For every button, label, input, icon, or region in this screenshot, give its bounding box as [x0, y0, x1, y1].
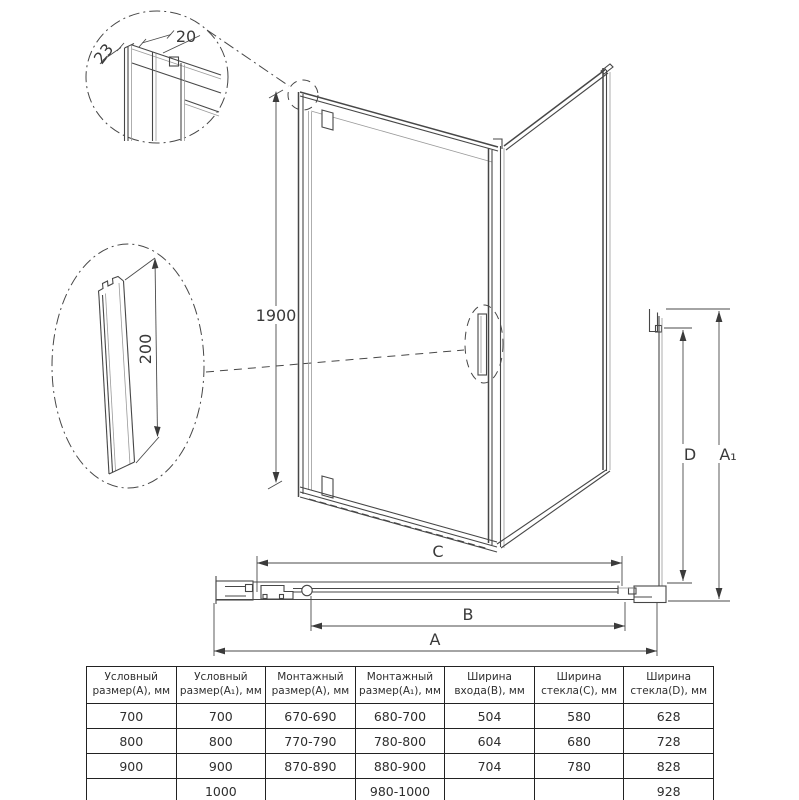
table-row [87, 754, 714, 779]
wall-profile-plan [216, 581, 253, 600]
col-header: Монтажный размер(A), мм [266, 667, 356, 704]
table-row [87, 729, 714, 754]
table-cell: 780 [534, 754, 624, 779]
door-handle [478, 314, 487, 375]
handle-profile-detail [52, 244, 204, 488]
table-cell: 770-790 [266, 729, 356, 754]
dim-a-label: A [429, 630, 441, 649]
corner-profile-detail [86, 11, 228, 143]
dim-b-label: B [462, 605, 474, 624]
dim-d-label: D [683, 445, 697, 464]
dim-23-label: 23 [89, 39, 118, 68]
table-cell: 900 [176, 754, 266, 779]
table-cell: 580 [534, 704, 624, 729]
table-cell: 700 [87, 704, 177, 729]
dim-1900-label: 1900 [255, 306, 297, 325]
col-header: Монтажный размер(A₁), мм [355, 667, 445, 704]
handle-callout-ellipse [465, 305, 503, 383]
table-cell: 700 [176, 704, 266, 729]
col-header: Условный размер(A₁), мм [176, 667, 266, 704]
table-cell: 628 [624, 704, 714, 729]
detail-leader-lines [206, 30, 464, 372]
table-cell: 900 [87, 754, 177, 779]
table-cell: 704 [445, 754, 535, 779]
table-cell: 604 [445, 729, 535, 754]
col-header: Ширина стекла(D), мм [624, 667, 714, 704]
table-cell: 1000 [176, 779, 266, 800]
table-cell: 680-700 [355, 704, 445, 729]
col-header: Ширина входа(B), мм [445, 667, 535, 704]
pivot-plan [302, 585, 312, 595]
detail-circle [86, 11, 228, 143]
table-cell: 828 [624, 754, 714, 779]
table-cell: 728 [624, 729, 714, 754]
table-cell: 680 [534, 729, 624, 754]
side-panel [497, 64, 613, 548]
side-panel-plan [629, 309, 667, 603]
table-cell: 504 [445, 704, 535, 729]
height-dimension [256, 90, 297, 489]
dim-20-label: 20 [175, 27, 197, 46]
table-row [87, 704, 714, 729]
col-header: Условный размер(A), мм [87, 667, 177, 704]
table-cell: 800 [176, 729, 266, 754]
table-cell: 880-900 [355, 754, 445, 779]
dim-c-label: C [432, 542, 444, 561]
table-row [87, 779, 714, 800]
hinge-plan [261, 586, 293, 600]
table-cell [266, 779, 356, 800]
table-cell: 670-690 [266, 704, 356, 729]
detail-ellipse [52, 244, 204, 488]
spec-table [86, 666, 714, 800]
table-header-row [87, 667, 714, 704]
table-cell [534, 779, 624, 800]
top-hinge [322, 110, 333, 130]
table-cell: 800 [87, 729, 177, 754]
door-plan-view [216, 576, 634, 604]
table-cell [445, 779, 535, 800]
table-cell: 980-1000 [355, 779, 445, 800]
table-cell: 928 [624, 779, 714, 800]
table-cell [87, 779, 177, 800]
dim-200-label: 200 [136, 333, 155, 365]
door-panel [288, 80, 503, 552]
table-cell: 780-800 [355, 729, 445, 754]
dim-a1-label: A₁ [719, 445, 737, 464]
side-dimensions [664, 309, 740, 601]
col-header: Ширина стекла(C), мм [534, 667, 624, 704]
table-cell: 870-890 [266, 754, 356, 779]
